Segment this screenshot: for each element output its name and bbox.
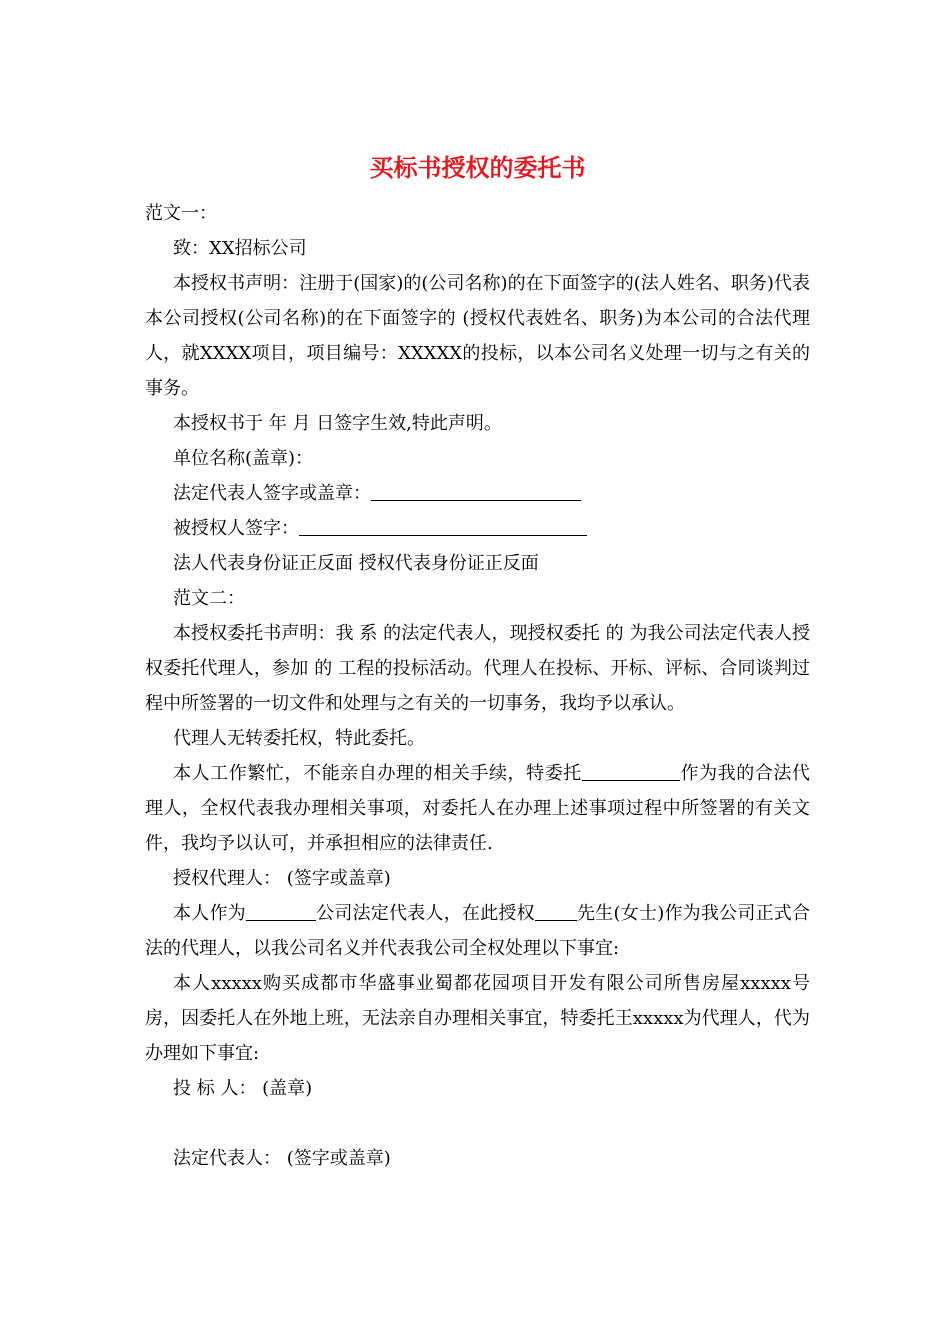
paragraph-agent-signature: 授权代理人： (签字或盖章)	[173, 868, 391, 889]
paragraph-legal-rep-signature	[145, 476, 810, 511]
company-auth-text-2: 公司法定代表人，在此授权	[315, 903, 535, 924]
entrust-text-start: 本人工作繁忙，不能亲自办理的相关手续，特委托	[173, 763, 582, 784]
blank-gap	[145, 1106, 810, 1141]
paragraph-house-purchase: 本人xxxxx购买成都市华盛事业蜀都花园项目开发有限公司所售房屋xxxxx号房，因委托人在外地上班，无法亲自办理相关事宜，特委托王xxxxx为代理人，代为办理如下事宜:	[145, 973, 810, 1064]
document-page	[145, 150, 810, 1176]
authorized-signature-label: 被授权人签字：	[173, 518, 299, 539]
paragraph-id-cards: 法人代表身份证正反面 授权代表身份证正反面	[173, 553, 539, 574]
paragraph-bidder-seal: 投 标 人： (盖章)	[173, 1078, 313, 1099]
document-title: 买标书授权的委托书	[369, 153, 586, 182]
paragraph-declaration: 本授权书声明：注册于(国家)的(公司名称)的在下面签字的(法人姓名、职务)代表本公司授权(公司名称)的在下面签字的 (授权代表姓名、职务)为本公司的合法代理人，就XXXX项目，项目编号：XXXXX的投标，以本公司名义处理一切与之有关的事务。	[145, 273, 810, 399]
signature-blank-line	[371, 482, 581, 501]
company-auth-text-1: 本人作为	[173, 903, 246, 924]
paragraph-company-seal: 单位名称(盖章)：	[173, 448, 314, 469]
paragraph-personal-entrust	[145, 756, 810, 861]
paragraph-example-one-heading: 范文一：	[145, 203, 217, 224]
entrust-blank-line	[582, 762, 680, 781]
signature-blank-line	[299, 517, 587, 536]
paragraph-authorization-statement: 本授权委托书声明：我 系 的法定代表人，现授权委托 的 为我公司法定代表人授权委托代理人，参加 的 工程的投标活动。代理人在投标、开标、评标、合同谈判过程中所签署的一切文件和处理与之有关的一切事务，我均予以承认。	[145, 623, 810, 714]
paragraph-authorized-signature	[145, 511, 810, 546]
entrust-text-end: 作为我的合法代理人，全权代表我办理相关事项，对委托人在办理上述事项过程中所签署的有关文件，我均予以认可，并承担相应的法律责任.	[145, 763, 811, 854]
agent-name-blank-line	[535, 902, 577, 921]
paragraph-addressee: 致：XX招标公司	[173, 238, 307, 259]
paragraph-company-authorization	[145, 896, 810, 966]
company-blank-line	[246, 902, 316, 921]
paragraph-no-subdelegation: 代理人无转委托权，特此委托。	[173, 728, 425, 749]
company-auth-text-3: 先生(女士)作为我公司正式合法的代理人，以我公司名义并代表我公司全权处理以下事宜:	[145, 903, 811, 959]
paragraph-effective-date: 本授权书于 年 月 日签字生效,特此声明。	[173, 413, 502, 434]
paragraph-legal-rep-final: 法定代表人： (签字或盖章)	[173, 1148, 391, 1169]
legal-rep-signature-label: 法定代表人签字或盖章：	[173, 483, 371, 504]
paragraph-example-two-heading: 范文二：	[173, 588, 245, 609]
